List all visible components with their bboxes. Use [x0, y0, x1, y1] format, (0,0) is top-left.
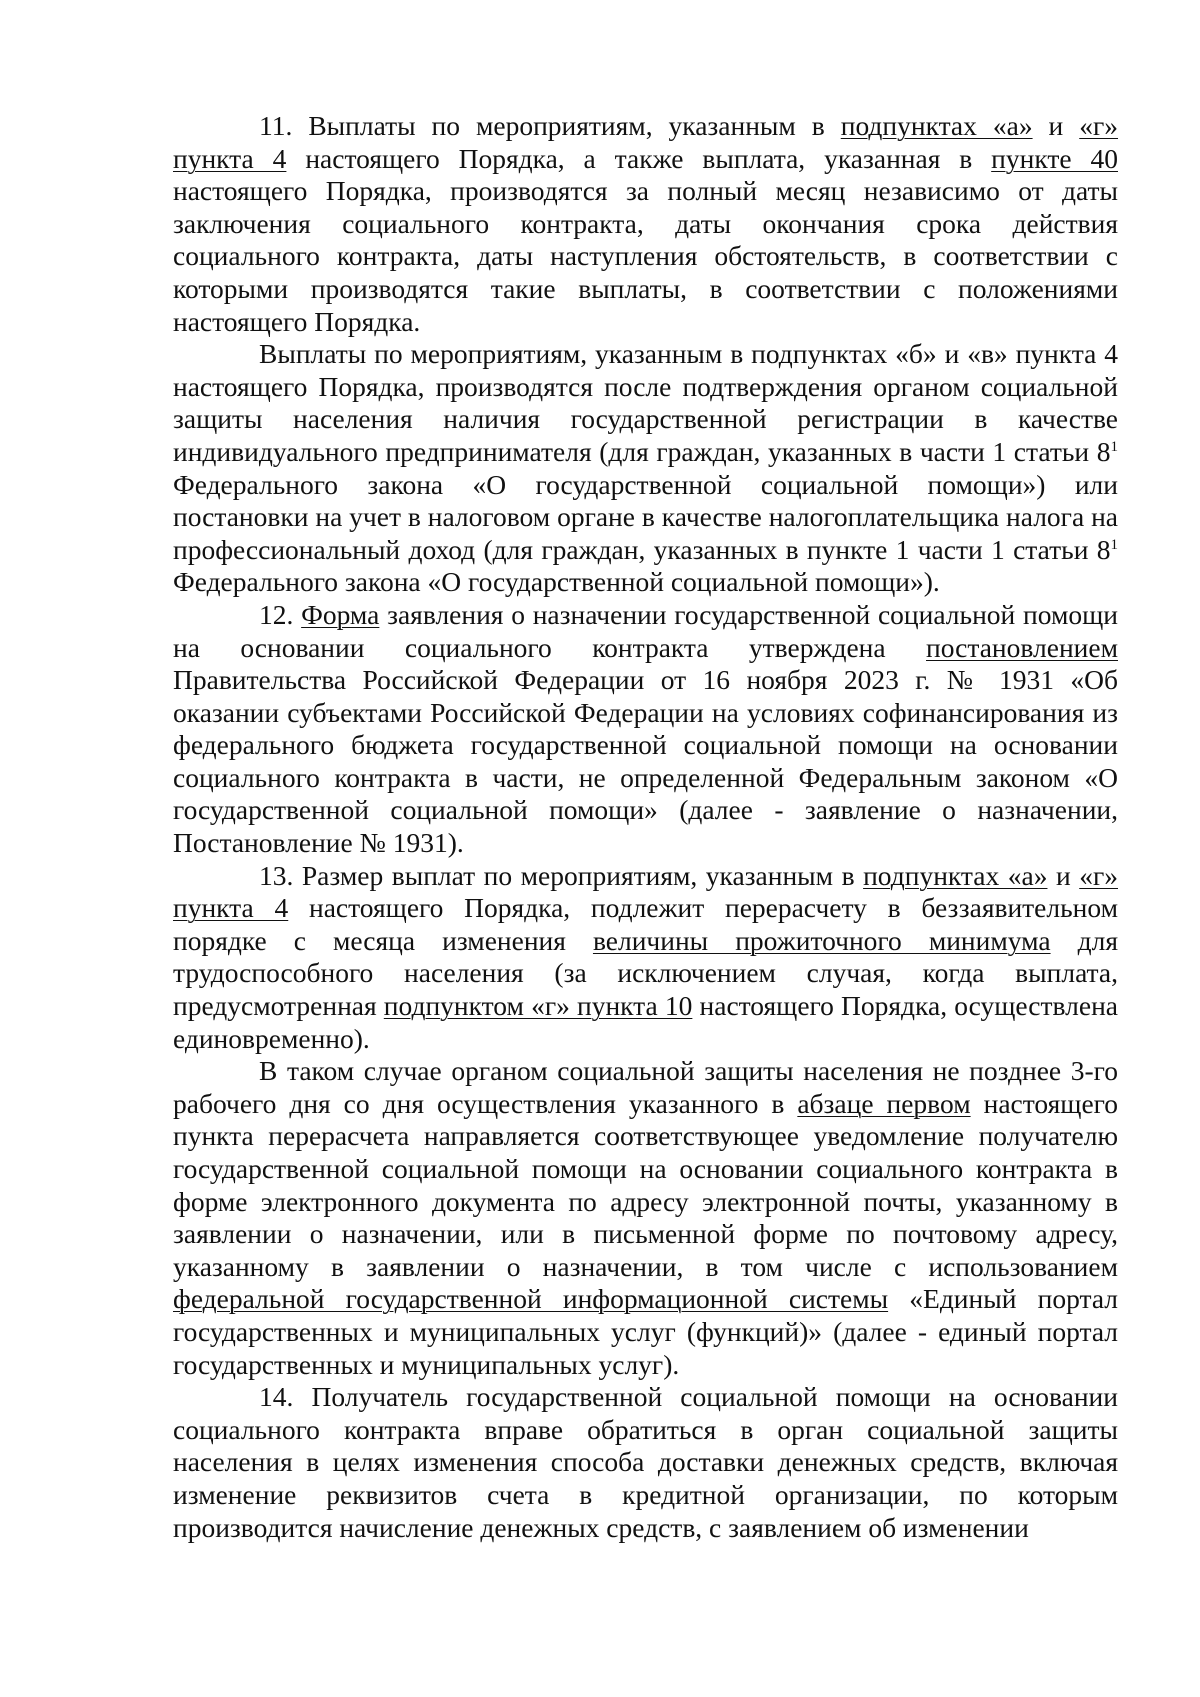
paragraph-14 — [173, 1381, 1118, 1544]
superscript: 1 — [1110, 536, 1118, 553]
text: Федерального закона «О государственной социальной помощи»). — [173, 566, 940, 598]
link-point-40[interactable]: пункте 40 — [991, 142, 1118, 174]
link-first-paragraph[interactable]: абзаце первом — [797, 1087, 971, 1119]
text: 14. Получатель государственной социальной помощи на основании социального контракта вправе обратиться в орган социальной защиты населения в целях изменения способа доставки денежных средств, включая изменение реквизитов счета в кредитной организации, по которым производится начисление денежных средств, с заявлением об изменении — [173, 1381, 1118, 1543]
link-subparagraph-g-point-10[interactable]: подпунктом «г» пункта 10 — [383, 990, 693, 1022]
link-g-point-4[interactable]: «г» пункта 4 — [173, 859, 1118, 924]
text: настоящего Порядка, а также выплата, указанная в — [286, 142, 992, 174]
text: 12. — [259, 598, 302, 630]
paragraph-11 — [173, 110, 1118, 338]
text: настоящего пункта перерасчета направляется соответствующее уведомление получателю государственной социальной помощи на основании социального контракта в форме электронного документа по адресу электронной почты, указанному в заявлении о назначении, или в письменной форме по почтовому адресу, указанному в заявлении о назначении, в том числе с использованием — [173, 1087, 1118, 1282]
text: заявления о назначении государственной социальной помощи на основании социального контракта утверждена — [173, 598, 1118, 663]
link-federal-information-system[interactable]: федеральной государственной информационной системы — [173, 1283, 889, 1315]
paragraph-12 — [173, 599, 1118, 860]
paragraph-13-continued — [173, 1055, 1118, 1381]
text: Федерального закона «О государственной социальной помощи») или постановки на учет в налоговом органе в качестве налогоплательщика налога на профессиональный доход (для граждан, указанных в пункте 1 части 1 статьи 8 — [173, 468, 1118, 565]
text: и — [1032, 110, 1080, 141]
text: Правительства Российской Федерации от 16 ноября 2023 г. № 1931 «Об оказании субъектами Российской Федерации на условиях софинансирования из федерального бюджета государственной социальной помощи на основании социального контракта в части, не определенной Федеральным законом «О государственной социальной помощи» (далее - заявление о назначении, Постановление № 1931). — [173, 664, 1118, 859]
text: «Единый портал государственных и муниципальных услуг (функций)» (далее - единый портал государственных и муниципальных услуг). — [173, 1283, 1118, 1380]
text: Выплаты по мероприятиям, указанным в подпунктах «б» и «в» пункта 4 настоящего Порядка, производятся после подтверждения органом социальной защиты населения наличия государственной регистрации в качестве индивидуального предпринимателя (для граждан, указанных в части 1 статьи 8 — [173, 338, 1118, 467]
text: для трудоспособного населения (за исключением случая, когда выплата, предусмотренная — [173, 924, 1118, 1022]
text: и — [1047, 859, 1080, 891]
text: настоящего Порядка, производятся за полный месяц независимо от даты заключения социального контракта, даты окончания срока действия социального контракта, даты наступления обстоятельств, в соответствии с которыми производятся такие выплаты, в соответствии с положениями настоящего Порядка. — [173, 175, 1118, 337]
text: В таком случае органом социальной защиты населения не позднее 3-го рабочего дня со дня осуществления указанного в — [173, 1055, 1118, 1119]
link-subparagraphs-a[interactable]: подпунктах «а» — [840, 110, 1033, 141]
text: настоящего Порядка, осуществлена единовременно). — [173, 990, 1118, 1054]
text: настоящего Порядка, подлежит перерасчету в беззаявительном порядке с месяца изменения — [173, 892, 1119, 956]
paragraph-13 — [173, 860, 1118, 1056]
text: 11. Выплаты по мероприятиям, указанным в — [259, 110, 841, 141]
document-page — [173, 110, 1118, 1544]
superscript: 1 — [1110, 438, 1118, 455]
text: 13. Размер выплат по мероприятиям, указанным в — [259, 859, 864, 891]
link-resolution[interactable]: постановлением — [926, 631, 1118, 663]
link-g-point-4[interactable]: «г» пункта 4 — [173, 110, 1119, 174]
link-subparagraphs-a[interactable]: подпунктах «а» — [863, 859, 1048, 891]
link-form[interactable]: Форма — [301, 598, 380, 630]
link-subsistence-minimum[interactable]: величины прожиточного минимума — [592, 924, 1051, 956]
paragraph-11-continued — [173, 338, 1118, 599]
